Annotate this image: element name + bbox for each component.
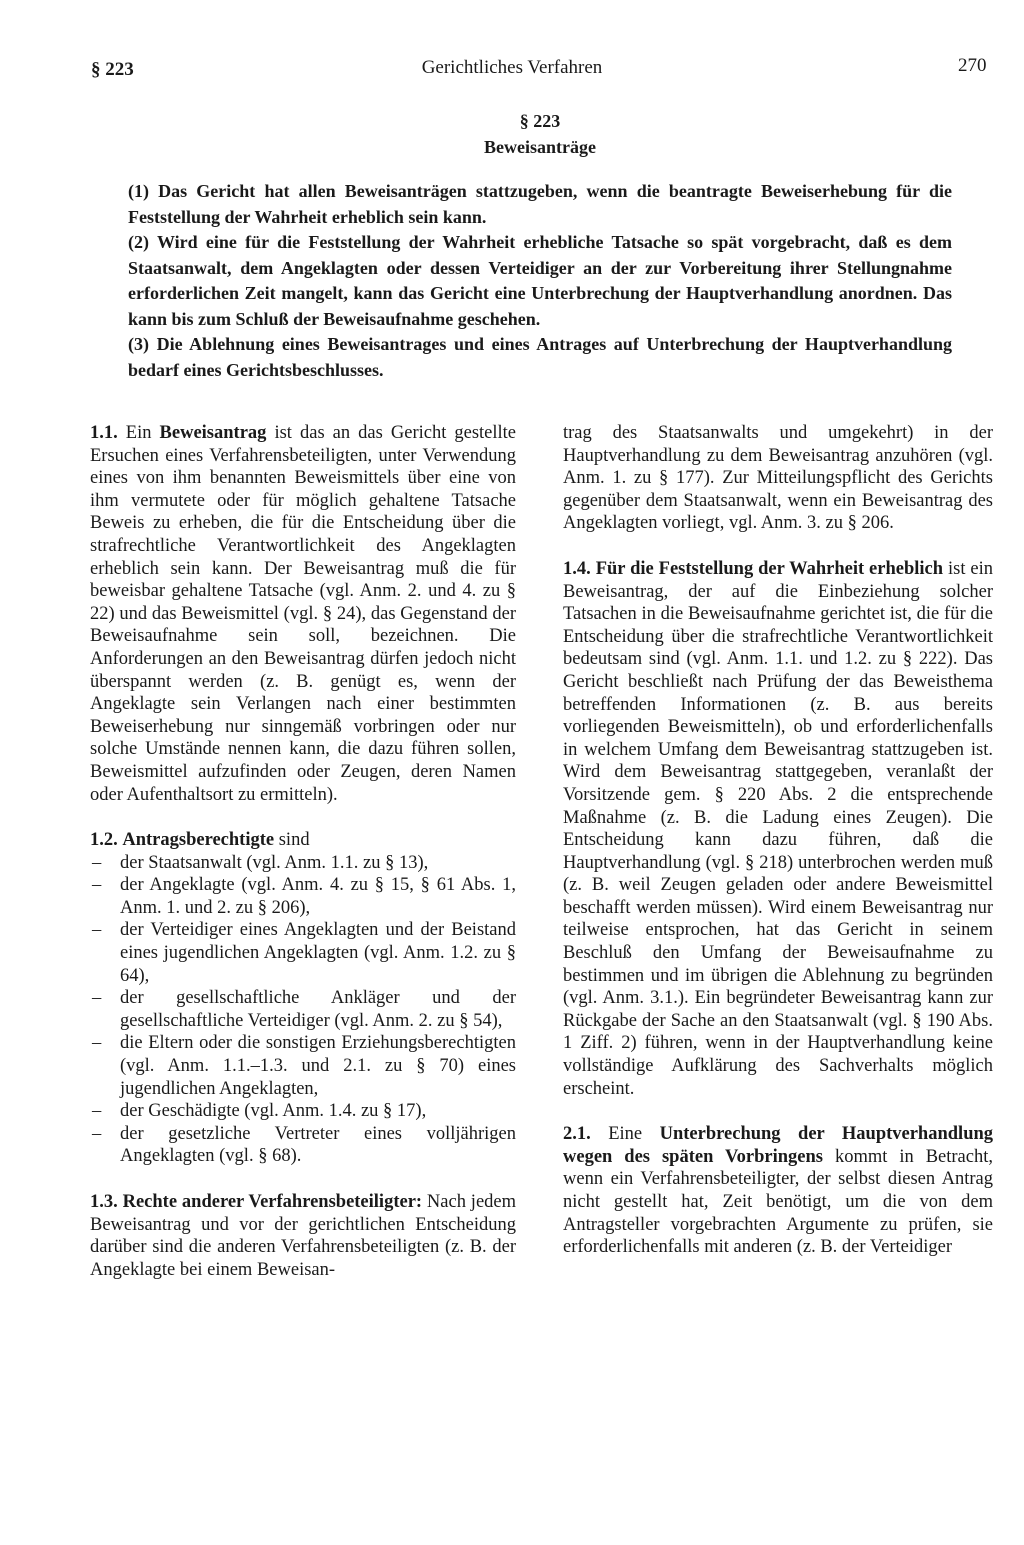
entitled-parties-list [90,852,516,1168]
annotation-1-3-continued: trag des Staatsanwalts und umgekehrt) in der Hauptverhandlung zu dem Beweisantrag anzuhören (vgl. Anm. 1. zu § 177). Zur Mitteilungspflicht des Gerichts gegenüber dem Staatsanwalt, wenn ein Beweisantrag des Angeklagten vorliegt, vgl. Anm. 3. zu § 206. [563,423,993,534]
page-number: 270 [958,55,987,76]
annotation-2-1: 2.1. Eine Unterbrechung der Hauptverhandlung wegen des späten Vorbringens kommt in Betracht, wenn ein Verfahrensbeteiligter, der selbst diesen Antrag nicht gestellt hat, Zeit benötigt, um die von dem Antragsteller vorgebrachten Argumente zu prüfen, sie erforderlichenfalls mit anderen (z. B. der Verteidiger [563,1124,994,1258]
annotation-number: 1.4. [563,558,591,579]
annotation-number: 1.3. [90,1192,118,1212]
annotation-1-1: 1.1. Ein Beweisantrag ist das an das Gericht gestellte Ersuchen eines Verfahrensbeteiligten, unter Verwendung eines von ihm benannten Beweismittels über eine von ihm vermutete oder für möglich gehaltene Tatsache Beweis zu erheben, die für die Entscheidung über die strafrechtliche Verantwortlichkeit des Angeklagten erheblich sein kann. Der Beweisantrag muß die für beweisbar gehaltene Tatsache (vgl. Anm. 2. und 4. zu § 22) und das Beweismittel (vgl. § 24), das Gegenstand der Beweisaufnahme sein soll, bezeichnen. Die Anforderungen an den Beweisantrag dürfen jedoch nicht überspannt werden (z. B. genügt es, wenn der Angeklagte sein Verlangen nach einer bestimmten Beweiserhebung nur sinngemäß vorbringen oder nur solche Umstände nennen kann, die dazu führen sollen, Beweismittel aufzufinden oder Zeugen, deren Namen oder Aufenthaltsort zu ermitteln). [90,423,517,805]
list-item: – die Eltern oder die sonstigen Erziehungsberechtigten (vgl. Anm. 1.1.–1.3. und 2.1. zu § 70) eines jugendlichen Angeklagten, [90,1032,516,1100]
header-chapter-title: Gerichtliches Verfahren [421,57,603,78]
annotation-keyword: Für die Feststellung der Wahrheit erheblich [595,558,944,579]
annotation-number: 1.1. [90,423,118,443]
list-item: – der gesetzliche Vertreter eines volljährigen Angeklagten (vgl. § 68). [90,1123,516,1168]
annotation-1-2: 1.2. Antragsberechtigte sind [90,830,310,851]
annotation-1-4: 1.4. Für die Feststellung der Wahrheit erheblich ist ein Beweisantrag, der auf die Einbeziehung solcher Tatsachen in die Beweisaufnahme gerichtet ist, die für die Entscheidung über die strafrechtliche Verantwortlichkeit bedeutsam sind (vgl. Anm. 1.1. und 1.2. zu § 222). Das Gericht beschließt nach Prüfung der das Beweisthema betreffenden Informationen (z. B. aus bereits vorliegenden Beweismitteln), ob und erforderlichenfalls in welchem Umfang dem Beweisantrag stattzugeben ist. Wird dem Beweisantrag stattgegeben, veranlaßt der Vorsitzende gem. § 220 Abs. 2 die entsprechende Maßnahme (z. B. die Ladung eines Zeugen). Die Entscheidung kann dazu führen, daß die Hauptverhandlung (vgl. § 218) unterbrochen werden muß (z. B. weil Zeugen geladen oder andere Beweismittel beschafft werden müssen). Wird einem Beweisantrag nur teilweise entsprochen, hat das Gericht in seinem Beschluß den Umfang der Beweisaufnahme zu bestimmen und im übrigen die Ablehnung zu begründen (vgl. Anm. 3.1.). Ein begründeter Beweisantrag kann zur Rückgabe der Sache an den Staatsanwalt (vgl. § 190 Abs. 1 Ziff. 2) führen, wenn in der Hauptverhandlung keine vollständige Aufklärung des Sachverhalts möglich erscheint. [563,558,993,1099]
statute-text [128,179,952,383]
section-heading [0,108,1024,160]
annotation-keyword: Rechte anderer Verfahrensbeteiligter: [122,1192,423,1212]
list-item: – der Staatsanwalt (vgl. Anm. 1.1. zu § 13), [90,852,516,875]
annotation-keyword: Antragsberechtigte [122,830,275,851]
header-section-ref: § 223 [91,59,134,80]
running-head [0,55,1024,85]
list-item: – der Verteidiger eines Angeklagten und der Beistand eines jugendlichen Angeklagten (vgl. Anm. 1.2. zu § 64), [90,919,516,987]
section-number: § 223 [519,111,561,131]
annotation-number: 2.1. [563,1124,591,1145]
statute-paragraph-2: (2) Wird eine für die Feststellung der Wahrheit erhebliche Tatsache so spät vorgebracht, daß es dem Staatsanwalt, dem Angeklagten oder dessen Verteidiger an der zur Vorbereitung ihrer Stellungnahme erforderlichen Zeit mangelt, kann das Gericht eine Unterbrechung der Hauptverhandlung anordnen. Das kann bis zum Schluß der Beweisaufnahme geschehen. [128,232,952,329]
statute-paragraph-3: (3) Die Ablehnung eines Beweisantrages und eines Antrages auf Unterbrechung der Hauptverhandlung bedarf eines Gerichtsbeschlusses. [128,334,952,380]
annotation-number: 1.2. [90,830,118,851]
list-item: – der Angeklagte (vgl. Anm. 4. zu § 15, § 61 Abs. 1, Anm. 1. und 2. zu § 206), [90,874,516,919]
list-item: – der Geschädigte (vgl. Anm. 1.4. zu § 17), [90,1100,516,1123]
list-item: – der gesellschaftliche Ankläger und der gesellschaftliche Verteidiger (vgl. Anm. 2. zu § 54), [90,987,516,1032]
annotation-keyword: Beweisantrag [159,423,267,443]
statute-paragraph-1: (1) Das Gericht hat allen Beweisanträgen stattzugeben, wenn die beantragte Beweiserhebung für die Feststellung der Wahrheit erheblich sein kann. [128,181,952,227]
commentary-left-column [90,422,516,1281]
annotation-keyword: Unterbrechung der Hauptverhandlung wegen des späten Vorbringens [563,1124,994,1167]
section-title: Beweisanträge [484,137,596,157]
commentary-right-column [563,422,993,1259]
annotation-1-3: 1.3. Rechte anderer Verfahrensbeteiligter: Nach jedem Beweisantrag und vor der gerichtlichen Entscheidung darüber sind die anderen Verfahrensbeteiligten (z. B. der Angeklagte bei einem Beweisan- [90,1192,517,1280]
